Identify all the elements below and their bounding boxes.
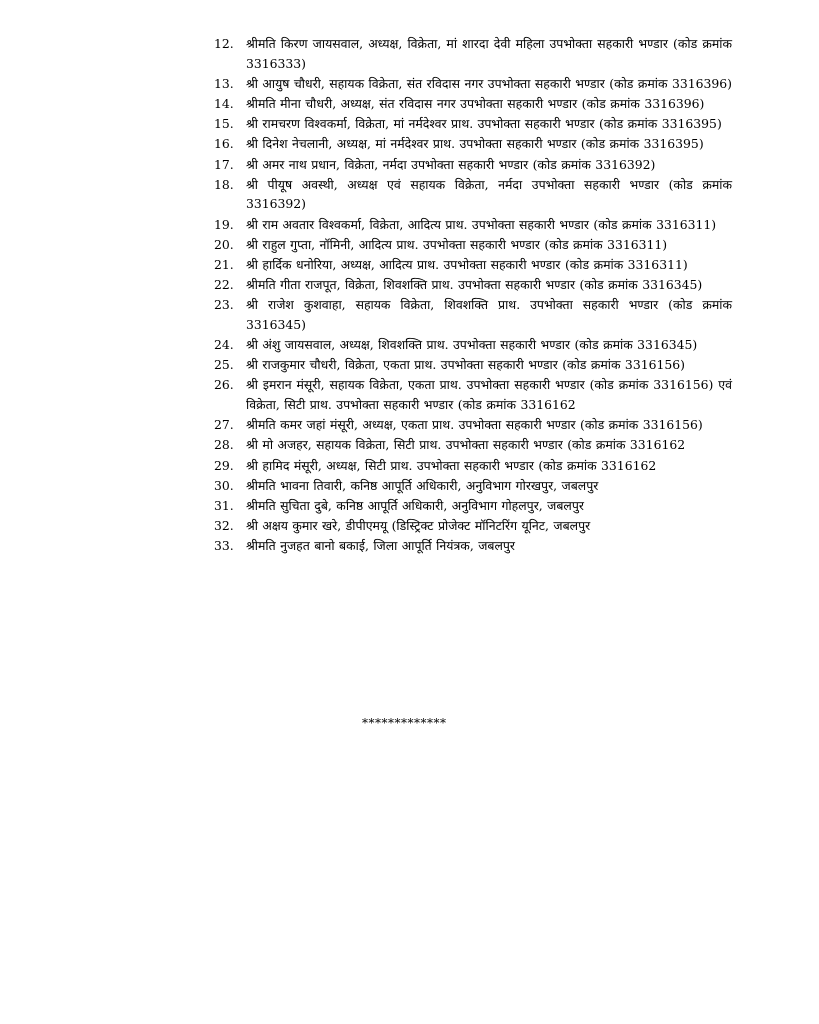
- list-item: [212, 375, 732, 414]
- item-text: श्री राजकुमार चौधरी, विक्रेता, एकता प्राथ. उपभोक्ता सहकारी भण्डार (कोड क्रमांक 3316156): [246, 357, 685, 373]
- item-text: श्री पीयूष अवस्थी, अध्यक्ष एवं सहायक विक्रेता, नर्मदा उपभोक्ता सहकारी भण्डार (कोड क्रमांक 3316392): [246, 176, 732, 212]
- list-item: [212, 114, 732, 134]
- item-text: श्रीमति मीना चौधरी, अध्यक्ष, संत रविदास नगर उपभोक्ता सहकारी भण्डार (कोड क्रमांक 3316396): [246, 95, 705, 111]
- list-item: [212, 435, 732, 455]
- item-text: श्रीमति भावना तिवारी, कनिष्ठ आपूर्ति अधिकारी, अनुविभाग गोरखपुर, जबलपुर: [246, 477, 599, 493]
- list-item: [212, 275, 732, 295]
- item-number: 28.: [214, 437, 234, 453]
- list-item: [212, 355, 732, 375]
- item-text: श्री राहुल गुप्ता, नॉमिनी, आदित्य प्राथ. उपभोक्ता सहकारी भण्डार (कोड क्रमांक 3316311): [246, 236, 668, 252]
- item-text: श्रीमति कमर जहां मंसूरी, अध्यक्ष, एकता प्राथ. उपभोक्ता सहकारी भण्डार (कोड क्रमांक 3316156): [246, 417, 703, 433]
- list-item: [212, 94, 732, 114]
- item-number: 22.: [214, 277, 234, 293]
- item-number: 12.: [214, 36, 234, 51]
- item-text: श्रीमति गीता राजपूत, विक्रेता, शिवशक्ति प्राथ. उपभोक्ता सहकारी भण्डार (कोड क्रमांक 3316345): [246, 277, 703, 293]
- list-item: [212, 155, 732, 175]
- list-item: [212, 215, 732, 235]
- list-item: [212, 456, 732, 476]
- item-number: 26.: [214, 377, 234, 393]
- item-number: 15.: [214, 116, 234, 132]
- item-number: 30.: [214, 477, 234, 493]
- list-item: [212, 235, 732, 255]
- item-number: 17.: [214, 156, 234, 172]
- item-number: 20.: [214, 236, 234, 252]
- item-number: 16.: [214, 136, 234, 152]
- item-number: 23.: [214, 297, 234, 313]
- list-item: [212, 134, 732, 154]
- item-number: 21.: [214, 256, 234, 272]
- end-of-list-marker: *************: [362, 716, 447, 730]
- item-text: श्री मो अजहर, सहायक विक्रेता, सिटी प्राथ. उपभोक्ता सहकारी भण्डार (कोड क्रमांक 3316162: [246, 437, 686, 453]
- list-item: [212, 536, 732, 556]
- item-text: श्रीमति सुचिता दुबे, कनिष्ठ आपूर्ति अधिकारी, अनुविभाग गोहलपुर, जबलपुर: [246, 497, 584, 513]
- item-text: श्री अंशु जायसवाल, अध्यक्ष, शिवशक्ति प्राथ. उपभोक्ता सहकारी भण्डार (कोड क्रमांक 3316345): [246, 337, 698, 353]
- list-item: [212, 34, 732, 73]
- item-number: 19.: [214, 216, 234, 232]
- item-number: 14.: [214, 95, 234, 111]
- item-text: श्री रामचरण विश्वकर्मा, विक्रेता, मां नर्मदेश्वर प्राथ. उपभोक्ता सहकारी भण्डार (कोड क्रमांक 3316395): [246, 116, 722, 132]
- item-number: 24.: [214, 337, 234, 353]
- list-item: [212, 415, 732, 435]
- item-number: 27.: [214, 417, 234, 433]
- item-text: श्री हार्दिक धनोरिया, अध्यक्ष, आदित्य प्राथ. उपभोक्ता सहकारी भण्डार (कोड क्रमांक 3316311): [246, 256, 688, 272]
- list-item: [212, 255, 732, 275]
- item-text: श्री आयुष चौधरी, सहायक विक्रेता, संत रविदास नगर उपभोक्ता सहकारी भण्डार (कोड क्रमांक 3316396): [246, 75, 732, 91]
- item-number: 13.: [214, 75, 234, 91]
- recipient-list: [212, 34, 732, 557]
- item-text: श्री राजेश कुशवाहा, सहायक विक्रेता, शिवशक्ति प्राथ. उपभोक्ता सहकारी भण्डार (कोड क्रमांक 3316345): [246, 297, 732, 332]
- item-number: 25.: [214, 357, 234, 373]
- item-text: श्री अमर नाथ प्रधान, विक्रेता, नर्मदा उपभोक्ता सहकारी भण्डार (कोड क्रमांक 3316392): [246, 156, 656, 172]
- item-text: श्री हामिद मंसूरी, अध्यक्ष, सिटी प्राथ. उपभोक्ता सहकारी भण्डार (कोड क्रमांक 3316162: [246, 457, 657, 473]
- item-number: 29.: [214, 457, 234, 473]
- item-text: श्री दिनेश नेचलानी, अध्यक्ष, मां नर्मदेश्वर प्राथ. उपभोक्ता सहकारी भण्डार (कोड क्रमांक 3316395): [246, 136, 704, 152]
- item-text: श्री अक्षय कुमार खरे, डीपीएमयू (डिस्ट्रिक्ट प्रोजेक्ट मॉनिटरिंग यूनिट, जबलपुर: [246, 518, 591, 534]
- item-number: 32.: [214, 518, 234, 534]
- list-item: [212, 516, 732, 536]
- list-item: [212, 175, 732, 214]
- list-item: [212, 335, 732, 355]
- item-text: श्री इमरान मंसूरी, सहायक विक्रेता, एकता प्राथ. उपभोक्ता सहकारी भण्डार (कोड क्रमांक 3316156) एवं विक्रेता, सिटी प्राथ. उपभोक्ता सहकारी भण्डार (कोड क्रमांक 3316162: [246, 377, 732, 412]
- list-item: [212, 295, 732, 334]
- list-item: [212, 74, 732, 94]
- item-text: श्रीमति नुजहत बानो बकाई, जिला आपूर्ति नियंत्रक, जबलपुर: [246, 538, 515, 554]
- item-number: 33.: [214, 538, 234, 554]
- item-text: श्रीमति किरण जायसवाल, अध्यक्ष, विक्रेता, मां शारदा देवी महिला उपभोक्ता सहकारी भण्डार (कोड क्रमांक 3316333): [246, 36, 732, 71]
- item-number: 31.: [214, 497, 234, 513]
- list-item: [212, 496, 732, 516]
- list-item: [212, 476, 732, 496]
- item-text: श्री राम अवतार विश्वकर्मा, विक्रेता, आदित्य प्राथ. उपभोक्ता सहकारी भण्डार (कोड क्रमांक 3316311): [246, 216, 717, 232]
- item-number: 18.: [214, 176, 234, 192]
